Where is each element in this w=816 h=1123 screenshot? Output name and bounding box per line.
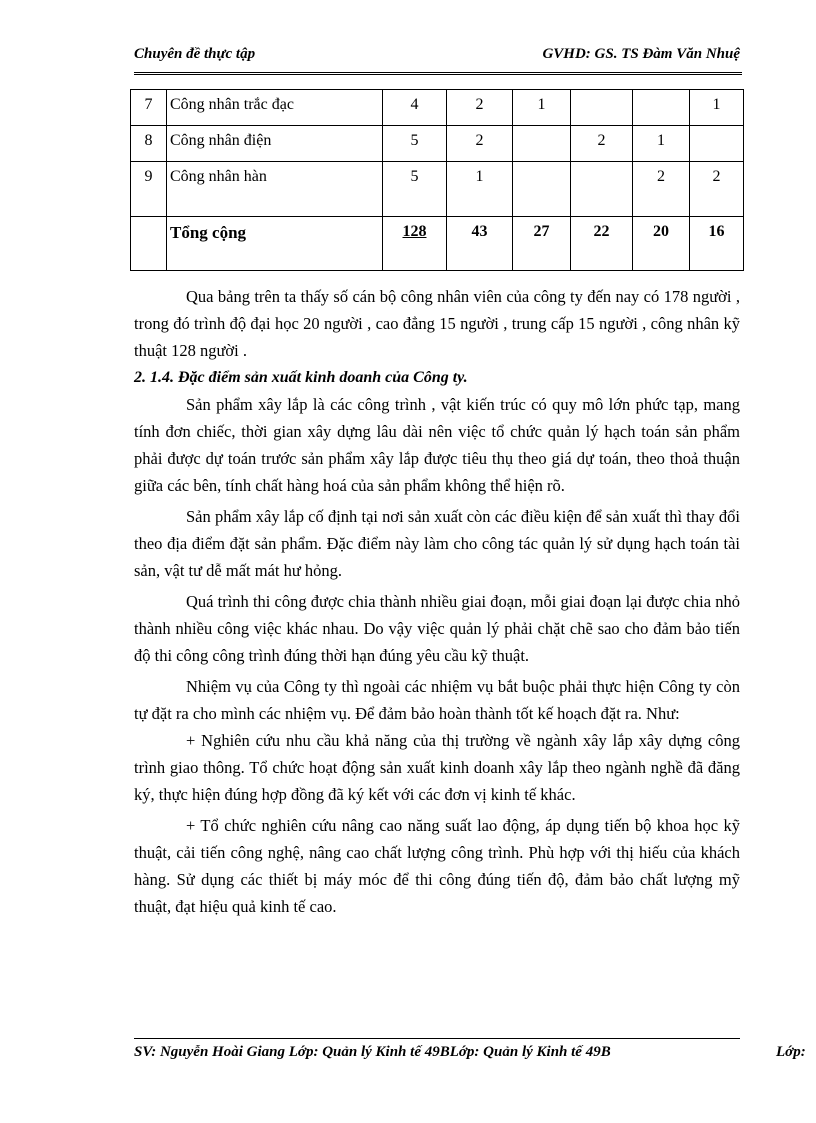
- header-title: Chuyên đề thực tập: [134, 46, 256, 62]
- paragraph: Nhiệm vụ của Công ty thì ngoài các nhiệm vụ bắt buộc phải thực hiện Công ty còn tự đặt ra cho mình các nhiệm vụ. Để đảm bảo hoàn thành tốt kế hoạch đặt ra. Như:: [134, 677, 740, 723]
- row-number: 7: [131, 90, 167, 126]
- table-cell: 2: [447, 90, 513, 126]
- table-cell: 2: [633, 162, 690, 217]
- table-row: [131, 162, 744, 217]
- table-cell: 5: [383, 162, 447, 217]
- table-cell: 2: [571, 126, 633, 162]
- staff-table: [130, 89, 744, 271]
- table-cell: 2: [447, 126, 513, 162]
- table-cell: 1: [633, 126, 690, 162]
- table-cell: [513, 126, 571, 162]
- table-cell: 1: [513, 90, 571, 126]
- header-supervisor: GVHD: GS. TS Đàm Văn Nhuệ: [542, 46, 740, 62]
- table-cell: [571, 90, 633, 126]
- paragraph: Sản phẩm xây lắp cố định tại nơi sản xuất còn các điều kiện để sản xuất thì thay đổi theo địa điểm đặt sản phẩm. Đặc điểm này làm cho công tác quản lý sử dụng hạch toán tài sản, vật tư dễ mất mát hư hỏng.: [134, 507, 740, 580]
- row-label: Công nhân trắc đạc: [167, 90, 383, 126]
- page-header: [134, 46, 740, 68]
- document-body: [134, 283, 740, 920]
- table-cell: [633, 90, 690, 126]
- row-number: 9: [131, 162, 167, 217]
- row-number: 8: [131, 126, 167, 162]
- table-cell: [690, 126, 744, 162]
- table-total-row: [131, 217, 744, 271]
- table-cell: 2: [690, 162, 744, 217]
- table-row: [131, 126, 744, 162]
- footer-divider: [134, 1038, 740, 1039]
- table-cell: [513, 162, 571, 217]
- paragraph: Sản phẩm xây lắp là các công trình , vật kiến trúc có quy mô lớn phức tạp, mang tính đơn chiếc, thời gian xây dựng lâu dài nên việc tổ chức quản lý hạch toán sản phẩm phải được dự toán trước sản phẩm xây lắp được tiêu thụ theo giá dự toán, theo thoả thuận giữa các bên, tính chất hàng hoá của sản phẩm không thể hiện rõ.: [134, 395, 740, 495]
- section-heading: 2. 1.4. Đặc điểm sản xuất kinh doanh của Công ty.: [134, 369, 468, 386]
- table-cell: 5: [383, 126, 447, 162]
- paragraph-bullet: + Nghiên cứu nhu cầu khả năng của thị trường về ngành xây lắp xây dựng công trình giao thông. Tổ chức hoạt động sản xuất kinh doanh xây lắp theo ngành nghề đã đăng ký, thực hiện đúng hợp đồng đã ký kết với các đơn vị kinh tế khác.: [134, 731, 740, 804]
- table-cell: [571, 162, 633, 217]
- total-cell: 16: [690, 217, 744, 271]
- table-cell: 1: [690, 90, 744, 126]
- total-label: Tổng cộng: [167, 217, 383, 271]
- table-cell: 4: [383, 90, 447, 126]
- total-cell: 27: [513, 217, 571, 271]
- paragraph-summary: Qua bảng trên ta thấy số cán bộ công nhân viên của công ty đến nay có 178 người , trong đó trình độ đại học 20 người , cao đẳng 15 người , trung cấp 15 người , công nhân kỹ thuật 128 người .: [134, 287, 740, 360]
- paragraph: Quá trình thi công được chia thành nhiều giai đoạn, mỗi giai đoạn lại được chia nhỏ thành nhiều công việc khác nhau. Do vậy việc quản lý phải chặt chẽ sao cho đảm bảo tiến độ thi công công trình đúng thời hạn đúng yêu cầu kỹ thuật.: [134, 592, 740, 665]
- footer-class: Lớp:: [776, 1044, 806, 1060]
- header-divider: [134, 72, 742, 75]
- footer-student: SV: Nguyễn Hoài Giang Lớp: Quản lý Kinh tế 49BLớp: Quản lý Kinh tế 49B: [134, 1044, 611, 1060]
- page-footer: [134, 1044, 814, 1066]
- total-cell: 128: [383, 217, 447, 271]
- total-cell: 22: [571, 217, 633, 271]
- row-label: Công nhân điện: [167, 126, 383, 162]
- paragraph-bullet: + Tổ chức nghiên cứu nâng cao năng suất lao động, áp dụng tiến bộ khoa học kỹ thuật, cải tiến công nghệ, nâng cao chất lượng công trình. Phù hợp với thị hiếu của khách hàng. Sử dụng các thiết bị máy móc để thi công đúng tiến độ, đảm bảo chất lượng mỹ thuật, đạt hiệu quả kinh tế cao.: [134, 816, 740, 916]
- table-cell: 1: [447, 162, 513, 217]
- row-label: Công nhân hàn: [167, 162, 383, 217]
- total-cell: 43: [447, 217, 513, 271]
- table-row: [131, 90, 744, 126]
- row-number: [131, 217, 167, 271]
- total-cell: 20: [633, 217, 690, 271]
